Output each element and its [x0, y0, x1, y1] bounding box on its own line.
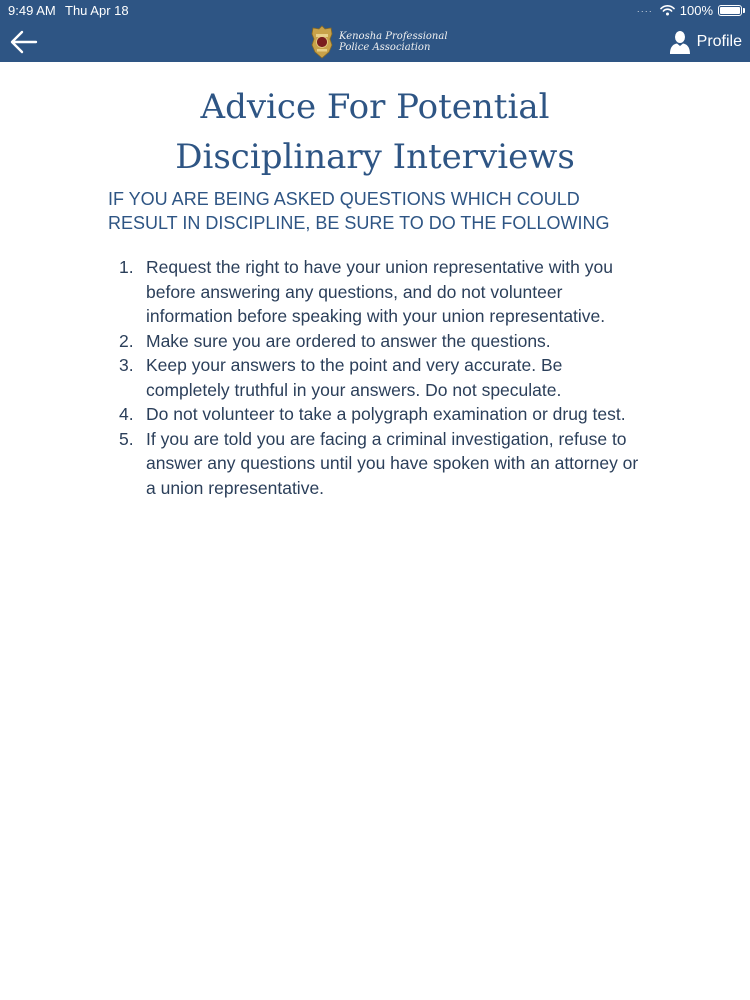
battery-percent: 100% [679, 3, 713, 18]
wifi-icon [660, 5, 675, 16]
list-item-number: 3. [119, 355, 134, 375]
list-item [119, 329, 646, 354]
list-item-text: If you are told you are facing a criminal investigation, refuse to answer any questions until you have spoken with an attorney or a union representative. [146, 428, 639, 498]
brand-name-line2: Police Association [339, 42, 431, 53]
page-title-line2: Disciplinary Interviews [175, 137, 575, 177]
list-item-number: 4. [119, 404, 134, 424]
page-subtitle [108, 187, 668, 235]
battery-level [720, 7, 740, 14]
list-item-number: 5. [119, 428, 134, 449]
list-item-text: Keep your answers to the point and very accurate. Be completely truthful in your answers. Do not speculate. [146, 355, 563, 400]
nav-bar [0, 22, 750, 62]
brand-name-line1: Kenosha Professional [339, 31, 448, 42]
profile-label: Profile [696, 33, 742, 50]
status-indicators [637, 3, 742, 18]
page-title-line1: Advice For Potential [200, 87, 550, 127]
list-item [119, 353, 646, 402]
status-date: Thu Apr 18 [65, 3, 129, 18]
list-item-number: 2. [119, 330, 134, 351]
arrow-left-icon [8, 28, 40, 56]
back-button[interactable] [8, 28, 40, 56]
list-item-text: Do not volunteer to take a polygraph examination or drug test. [146, 404, 626, 424]
status-time: 9:49 AM [8, 3, 56, 18]
list-item-text: Make sure you are ordered to answer the questions. [146, 330, 551, 351]
list-item-text: Request the right to have your union representative with you before answering any questions, and do not volunteer information before speaking with your union representative. [146, 257, 613, 326]
user-icon [669, 30, 691, 54]
page-subtitle-line1: IF YOU ARE BEING ASKED QUESTIONS WHICH COULD [108, 189, 580, 209]
list-item [119, 427, 646, 501]
status-bar [0, 0, 750, 22]
brand-logo [310, 24, 448, 60]
list-item [119, 255, 646, 329]
page-title [0, 82, 750, 182]
police-badge-icon [310, 25, 334, 59]
signal-dots-icon: ···· [636, 5, 653, 16]
advice-list [0, 255, 750, 500]
list-item-number: 1. [119, 257, 134, 277]
main-content [0, 62, 750, 500]
brand-name [339, 31, 448, 53]
page-subtitle-line2: RESULT IN DISCIPLINE, BE SURE TO DO THE FOLLOWING [108, 213, 610, 233]
profile-button[interactable] [669, 30, 742, 54]
battery-icon [718, 5, 742, 16]
list-item [119, 402, 646, 427]
